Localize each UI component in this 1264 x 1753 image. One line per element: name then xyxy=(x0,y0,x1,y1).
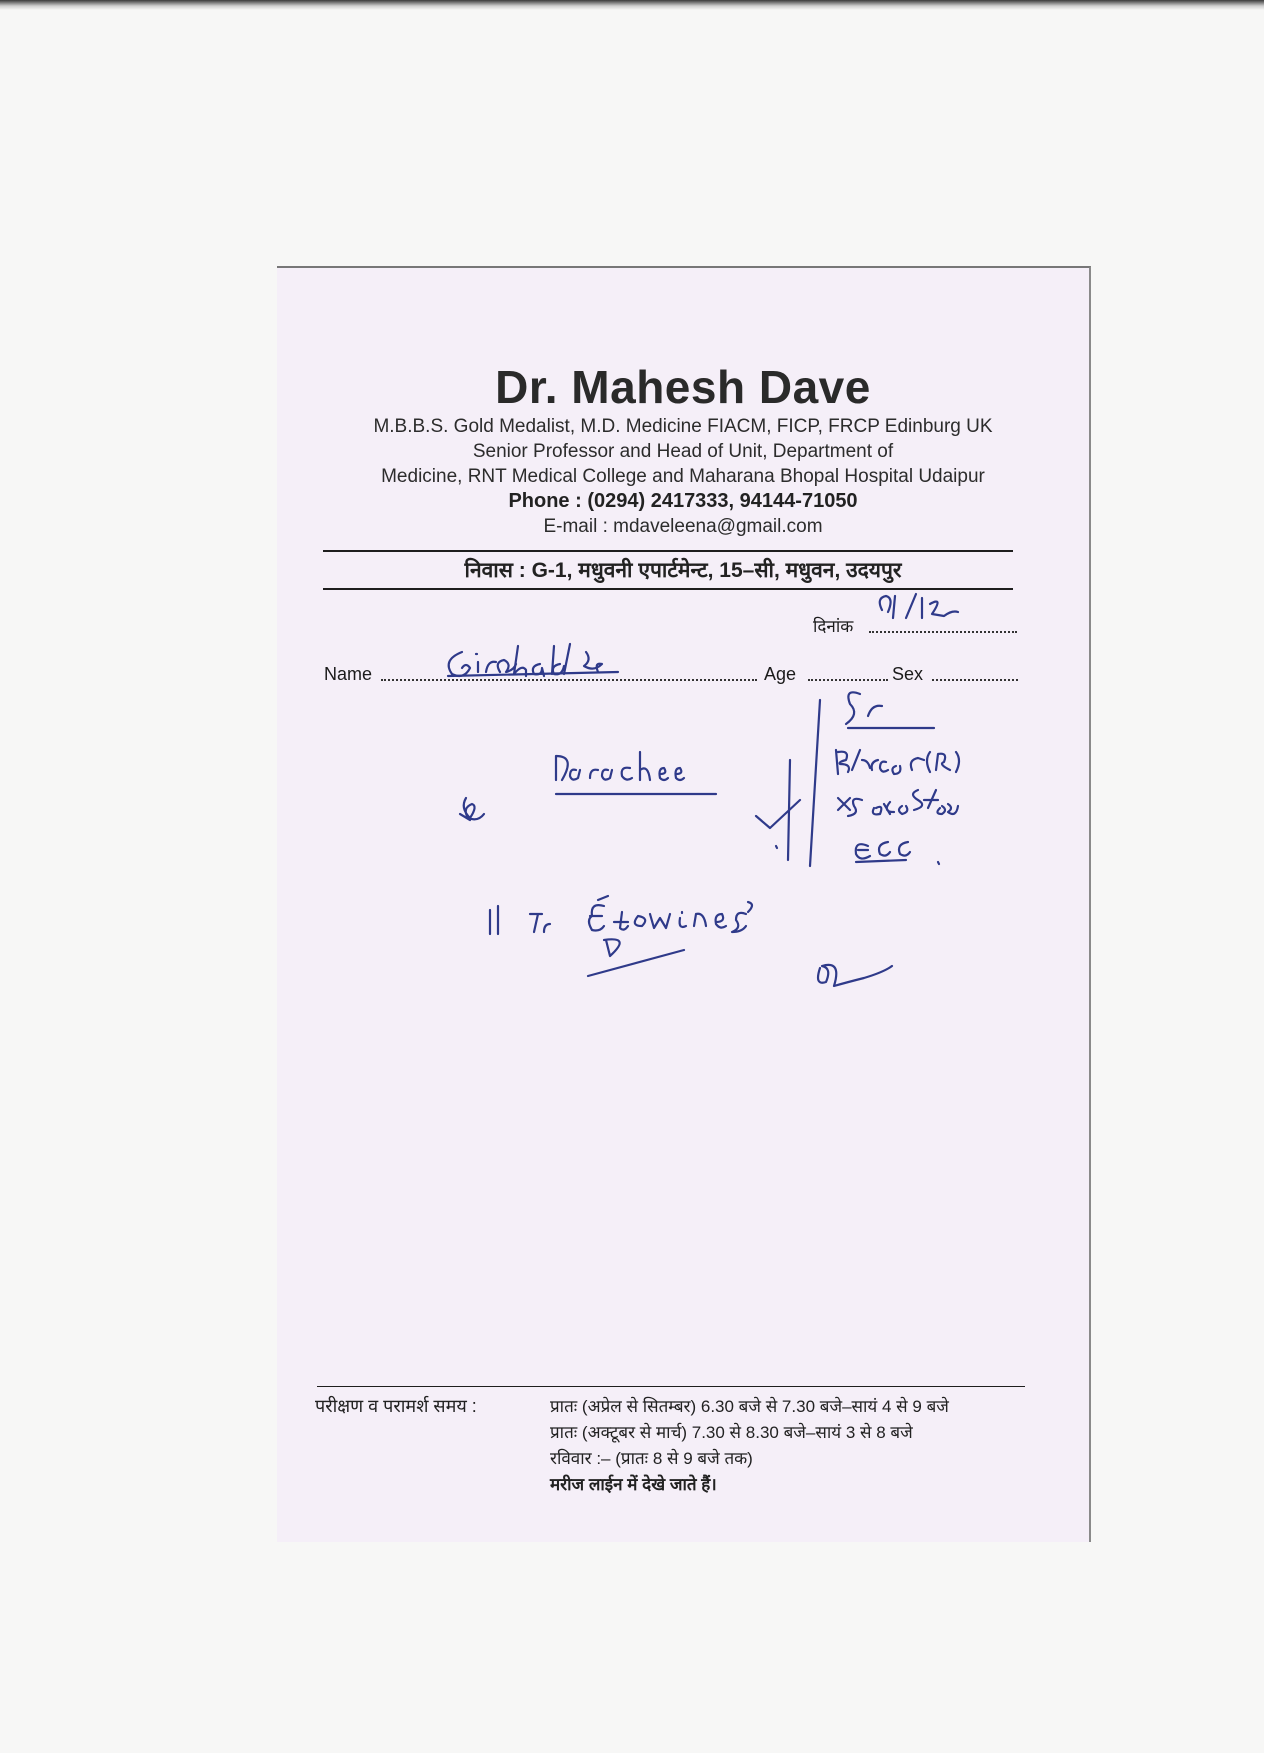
credentials-line-1: M.B.B.S. Gold Medalist, M.D. Medicine FIACM, FICP, FRCP Edinburg UK xyxy=(373,416,993,437)
credentials-line-3: Medicine, RNT Medical College and Maharana Bhopal Hospital Udaipur xyxy=(381,466,985,487)
date-label: दिनांक xyxy=(813,617,854,636)
hours-note: मरीज लाईन में देखे जाते हैं। xyxy=(550,1475,717,1494)
hours-winter: प्रातः (अक्टूबर से मार्च) 7.30 से 8.30 बजे–सायं 3 से 8 बजे xyxy=(550,1423,913,1442)
doctor-name: Dr. Mahesh Dave xyxy=(495,361,871,413)
name-field xyxy=(381,679,757,681)
residence-address: निवास : G-1, मधुवनी एपार्टमेन्ट, 15–सी, मधुवन, उदयपुर xyxy=(464,559,902,582)
scan-edge xyxy=(0,0,1264,10)
hours-sunday: रविवार :– (प्रातः 8 से 9 बजे तक) xyxy=(550,1449,753,1468)
age-label: Age xyxy=(764,664,797,684)
divider-footer xyxy=(317,1386,1025,1387)
credentials-line-2: Senior Professor and Head of Unit, Department of xyxy=(472,441,894,462)
date-field xyxy=(869,631,1017,633)
email-address: E-mail : mdaveleena@gmail.com xyxy=(543,516,823,537)
age-field xyxy=(808,679,888,681)
divider-bottom xyxy=(323,588,1013,590)
sex-field xyxy=(932,679,1018,681)
prescription-sheet xyxy=(277,266,1091,1542)
divider-top xyxy=(323,550,1013,552)
hours-summer: प्रातः (अप्रेल से सितम्बर) 6.30 बजे से 7.30 बजे–सायं 4 से 9 बजे xyxy=(550,1397,949,1416)
name-label: Name xyxy=(324,664,373,684)
phone-number: Phone : (0294) 2417333, 94144-71050 xyxy=(508,490,858,512)
sex-label: Sex xyxy=(892,664,924,684)
consultation-hours-label: परीक्षण व परामर्श समय : xyxy=(315,1396,477,1416)
